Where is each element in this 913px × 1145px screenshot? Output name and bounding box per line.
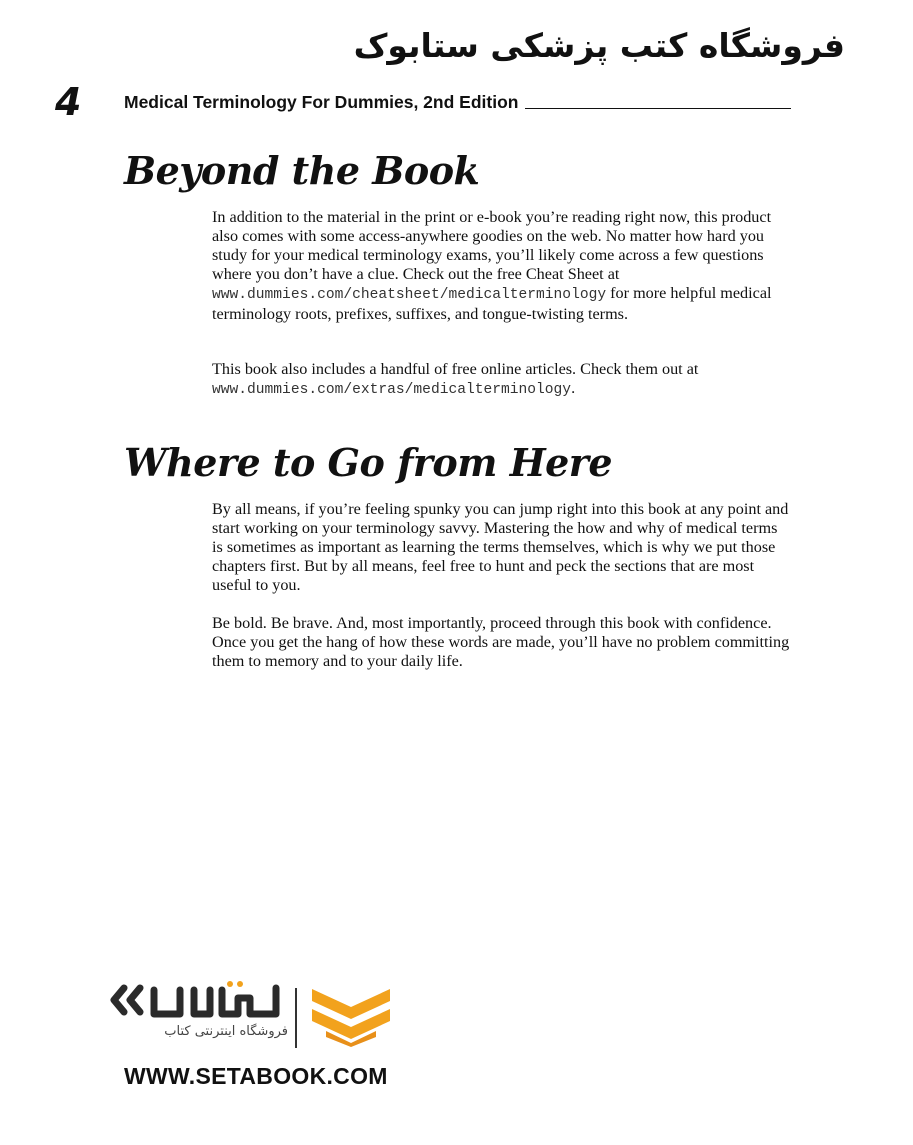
page-number: 4: [55, 80, 82, 124]
extras-link[interactable]: www.dummies.com/extras/medicalterminology: [212, 382, 572, 398]
running-head-rule: [525, 108, 791, 109]
paragraph-beyond-2: [212, 360, 792, 400]
cheatsheet-link[interactable]: www.dummies.com/cheatsheet/medicalterminology: [212, 287, 607, 303]
setabook-url[interactable]: WWW.SETABOOK.COM: [124, 1063, 388, 1089]
paragraph-beyond-1-text: In addition to the material in the print or e-book you’re reading right now, this product also comes with some access-anywhere goodies on the web. No matter how hard you study for your medical terminology exams, you’ll likely come across a few questions where you don’t have a clue. Check out the free Cheat Sheet at: [212, 208, 772, 283]
logo-divider: [295, 988, 297, 1048]
setabook-chevron-logo-icon: [308, 985, 394, 1047]
running-head-title: Medical Terminology For Dummies, 2nd Edition: [124, 92, 519, 112]
watermark-title: فروشگاه کتب پزشکی ستابوک: [353, 26, 845, 65]
setabook-wordmark-logo: [110, 980, 290, 1025]
paragraph-where-2: Be bold. Be brave. And, most importantly, proceed through this book with confidence. Once you get the hang of how these words are made, you’ll have no problem committing them to memory and to your daily life.: [212, 614, 790, 670]
paragraph-beyond-1: [212, 208, 792, 324]
running-head: [124, 92, 791, 113]
heading-beyond-the-book: Beyond the Book: [124, 148, 480, 193]
paragraph-where-1: By all means, if you’re feeling spunky you can jump right into this book at any point and start working on your terminology savvy. Mastering the how and why of medical terms is sometimes as important as learning the terms themselves, which is why we put those chapters first. But by all means, feel free to hunt and peck the sections that are most useful to you.: [212, 500, 789, 594]
paragraph-beyond-2-text: This book also includes a handful of free online articles. Check them out at: [212, 360, 699, 378]
heading-where-to-go: Where to Go from Here: [124, 440, 612, 485]
paragraph-beyond-2-text-after: .: [571, 379, 576, 397]
setabook-tagline: فروشگاه اینترنتی کتاب: [164, 1024, 288, 1039]
paragraph-beyond-1-text-after: for more helpful medical terminology roots, prefixes, suffixes, and tongue-twisting terms.: [212, 284, 772, 323]
